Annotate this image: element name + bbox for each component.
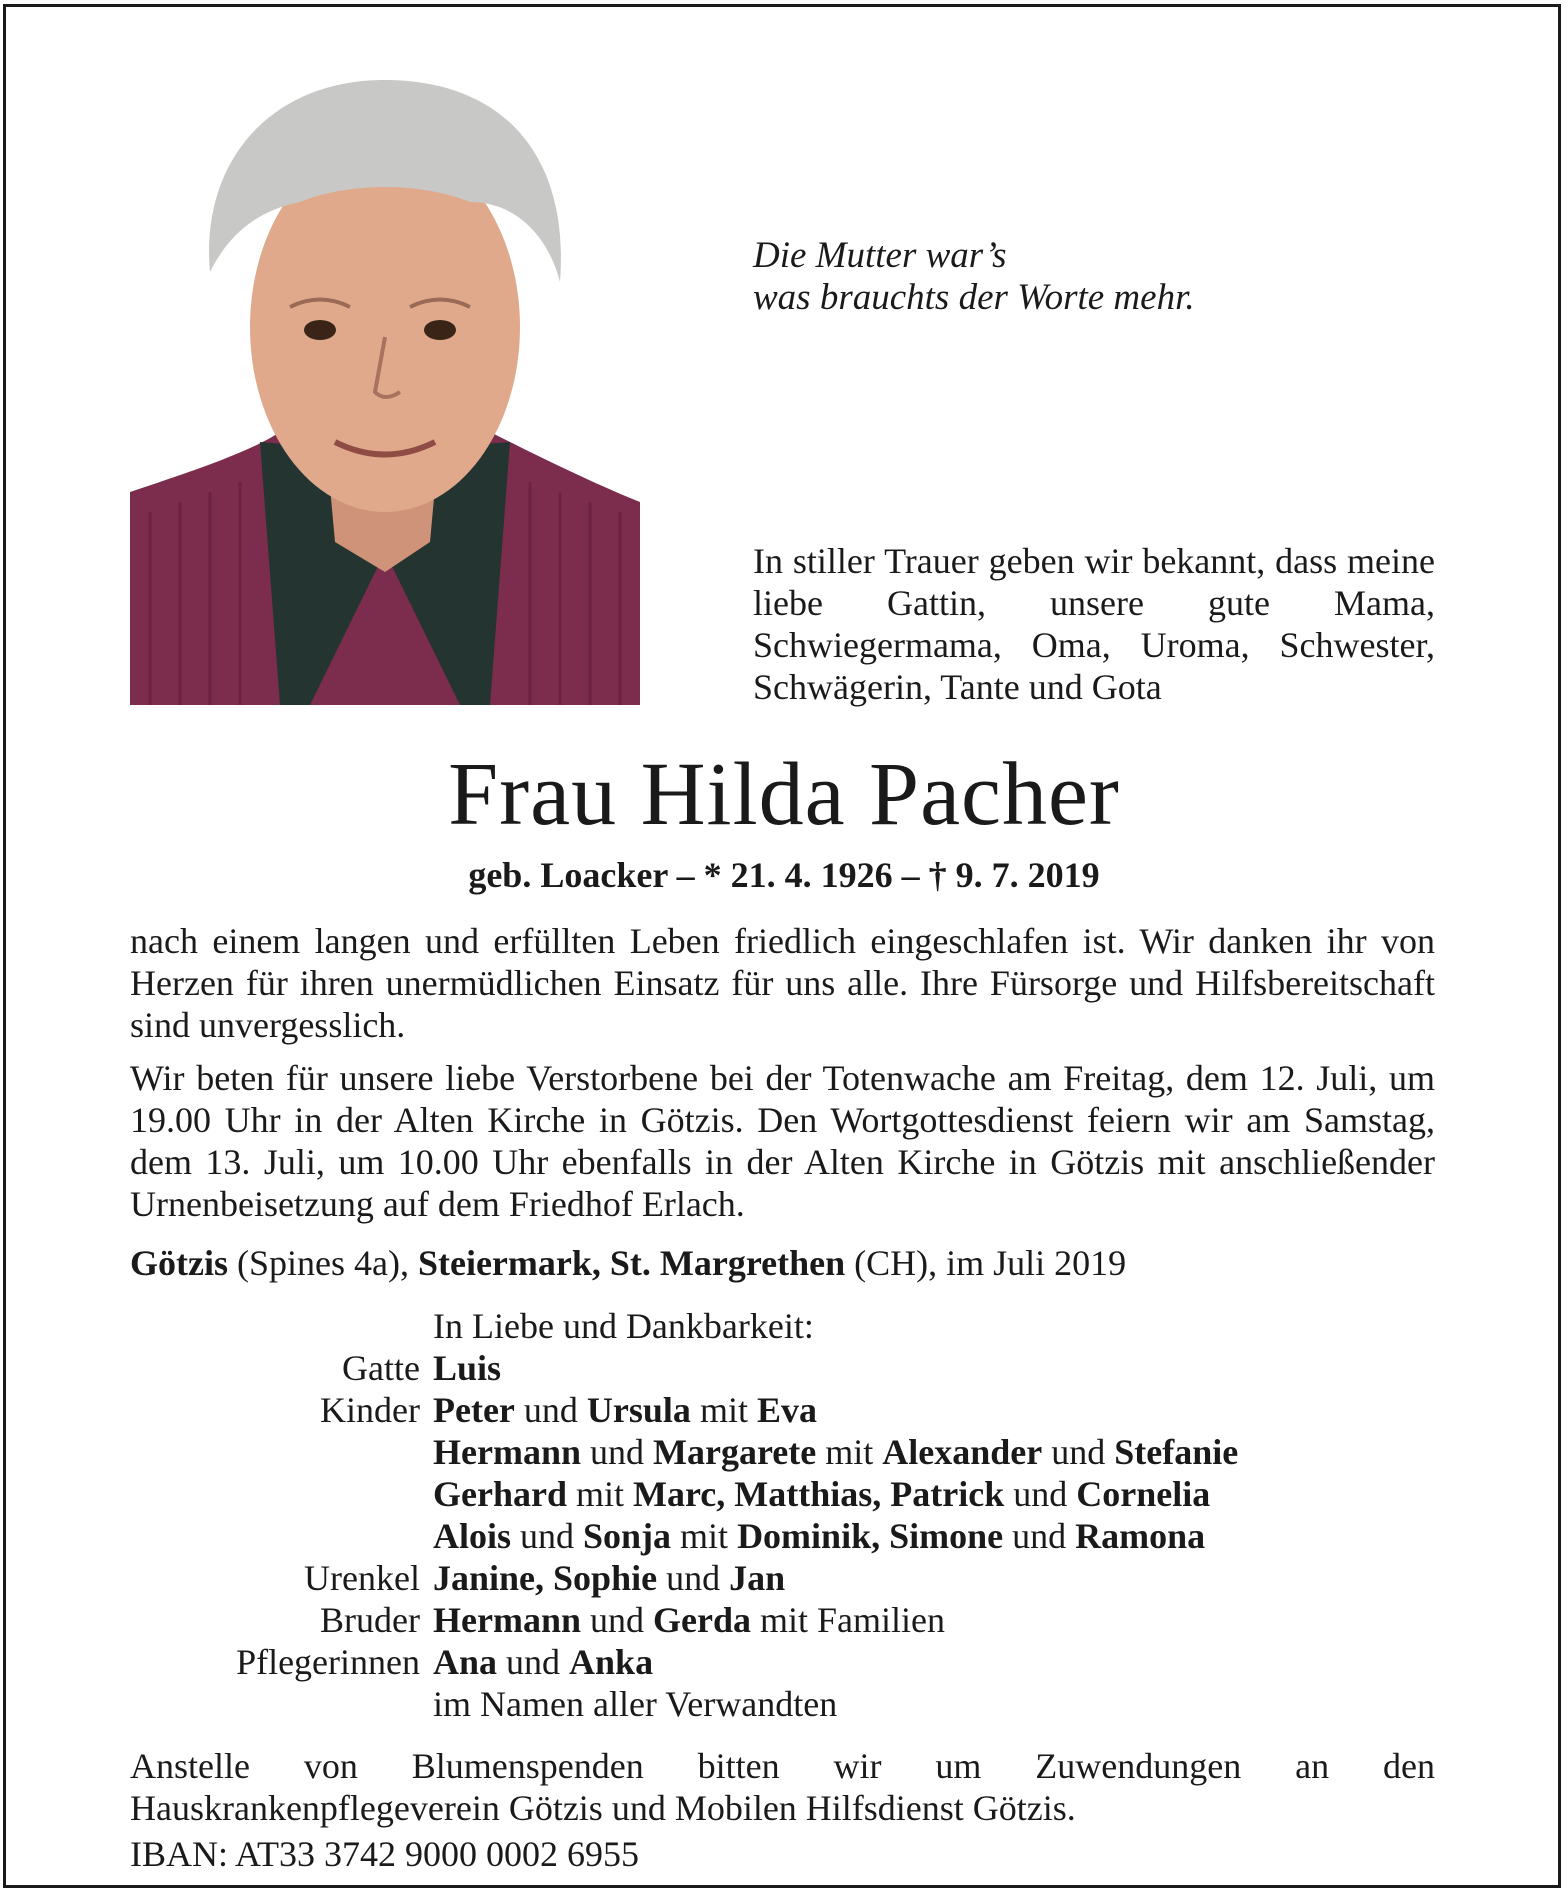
family-connector: und — [1004, 1474, 1077, 1514]
family-row-urenkel — [130, 1557, 1435, 1599]
birth-death-dates: geb. Loacker – * 21. 4. 1926 – † 9. 7. 2019 — [468, 855, 1100, 895]
family-heading-row — [130, 1305, 1435, 1347]
family-connector: und — [581, 1432, 653, 1472]
family-name: Marc, Matthias, Patrick — [633, 1474, 1005, 1514]
place-country-date: (CH), im Juli 2019 — [845, 1243, 1127, 1283]
portrait-illustration — [130, 72, 640, 705]
quote-line-2: was brauchts der Worte mehr. — [753, 277, 1195, 318]
family-name: Eva — [756, 1390, 817, 1430]
family-name: Luis — [433, 1348, 502, 1388]
family-footer-row — [130, 1683, 1435, 1725]
place-town: Götzis — [130, 1243, 228, 1283]
family-name: Ursula — [586, 1390, 691, 1430]
family-name: Gerhard — [433, 1474, 567, 1514]
family-name: Margarete — [653, 1432, 817, 1472]
family-heading: In Liebe und Dankbarkeit: — [433, 1306, 814, 1346]
family-connector: und — [1042, 1432, 1115, 1472]
family-name: Hermann — [433, 1600, 581, 1640]
family-list — [130, 1305, 1435, 1725]
family-name: Jan — [729, 1558, 786, 1598]
family-name: Cornelia — [1076, 1474, 1211, 1514]
family-row-kinder-2 — [130, 1431, 1435, 1473]
family-row-bruder — [130, 1599, 1435, 1641]
quote-line-1: Die Mutter war’s — [753, 235, 1007, 276]
family-connector: und — [1003, 1516, 1076, 1556]
family-name: Janine, Sophie — [433, 1558, 658, 1598]
iban: IBAN: AT33 3742 9000 0002 6955 — [130, 1834, 640, 1874]
paragraph-2: Wir beten für unsere liebe Verstorbene bei der Totenwache am Freitag, dem 12. Juli, um 19.00 Uhr in der Alten Kirche in Götzis. Den Wortgottesdienst feiern wir am Samstag, dem 13. Juli, um 10.00 Uhr ebenfalls in der Alten Kirche in Götzis mit anschließender Urnenbeisetzung auf dem Friedhof Erlach. — [130, 1058, 1435, 1224]
family-connector: mit — [690, 1390, 757, 1430]
place-regions: Steiermark, St. Margrethen — [417, 1243, 846, 1283]
family-name: Peter — [433, 1390, 515, 1430]
family-label-gatte: Gatte — [342, 1348, 420, 1388]
family-label-pflegerinnen: Pflegerinnen — [236, 1642, 420, 1682]
family-connector: mit — [671, 1516, 738, 1556]
family-label-kinder: Kinder — [320, 1390, 420, 1430]
family-name: Ramona — [1075, 1516, 1206, 1556]
family-name: Alexander — [882, 1432, 1043, 1472]
family-connector: und — [581, 1600, 653, 1640]
family-connector: mit Familien — [750, 1600, 945, 1640]
family-row-kinder-3 — [130, 1473, 1435, 1515]
intro-text: In stiller Trauer geben wir bekannt, dass meine liebe Gattin, unsere gute Mama, Schwiegermama, Oma, Uroma, Schwester, Schwägerin, Tante und Gota — [753, 541, 1435, 707]
family-connector: und — [657, 1558, 730, 1598]
family-row-pflegerinnen — [130, 1641, 1435, 1683]
deceased-name: Frau Hilda Pacher — [448, 745, 1120, 844]
family-connector: und — [514, 1390, 587, 1430]
family-connector: und — [511, 1516, 584, 1556]
family-name: Alois — [433, 1516, 512, 1556]
quote — [753, 235, 1195, 319]
family-connector: und — [497, 1642, 570, 1682]
family-name: Stefanie — [1114, 1432, 1239, 1472]
family-row-kinder-1 — [130, 1389, 1435, 1431]
family-footer: im Namen aller Verwandten — [433, 1684, 838, 1724]
family-name: Gerda — [653, 1600, 751, 1640]
family-name: Sonja — [583, 1516, 672, 1556]
place-address: (Spines 4a), — [227, 1243, 418, 1283]
family-row-gatte — [130, 1347, 1435, 1389]
family-name: Ana — [433, 1642, 498, 1682]
portrait-photo — [130, 72, 640, 705]
family-label-bruder: Bruder — [320, 1600, 420, 1640]
place-line — [130, 1241, 1435, 1285]
family-connector: mit — [566, 1474, 633, 1514]
family-row-kinder-4 — [130, 1515, 1435, 1557]
paragraph-1: nach einem langen und erfüllten Leben friedlich eingeschlafen ist. Wir danken ihr von Herzen für ihren unermüdlichen Einsatz für uns alle. Ihre Fürsorge und Hilfsbereitschaft sind unvergesslich. — [130, 921, 1435, 1045]
family-label-urenkel: Urenkel — [304, 1558, 420, 1598]
family-name: Hermann — [433, 1432, 581, 1472]
family-name: Dominik, Simone — [737, 1516, 1004, 1556]
family-connector: mit — [816, 1432, 883, 1472]
donation-request: Anstelle von Blumenspenden bitten wir um Zuwendungen an den Hauskrankenpflegeverein Götzis und Mobilen Hilfsdienst Götzis. — [130, 1746, 1435, 1828]
family-name: Anka — [569, 1642, 654, 1682]
left-eye — [304, 320, 336, 340]
right-eye — [424, 320, 456, 340]
